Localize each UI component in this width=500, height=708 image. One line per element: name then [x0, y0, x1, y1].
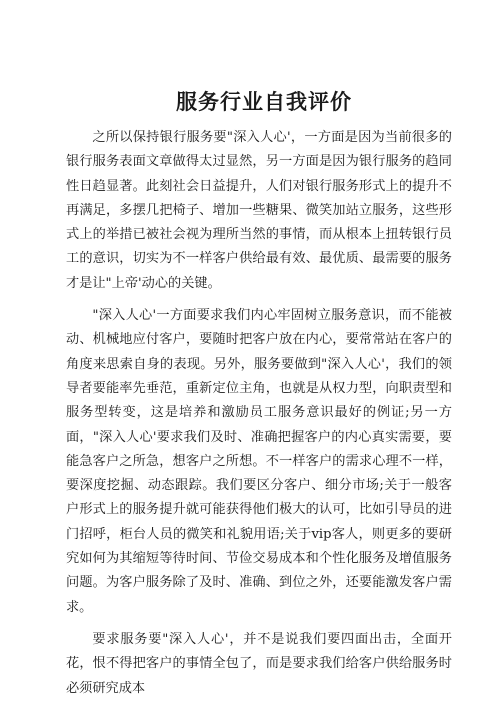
- paragraph-2: "深入人心'一方面要求我们内心牢固树立服务意识，而不能被动、机械地应付客户，要随时把客户放在内心，要常常站在客户的角度来思索自身的表现。另外，服务要做到"深入人心'，我们的领导者要能率先垂范，重新定位主角，也就是从权力型，向职责型和服务型转变，这是培养和激励员工服务意识最好的例证;另一方面，"深入人心'要求我们及时、准确把握客户的内心真实需要，要能急客户之所急，想客户之所想。不一样客户的需求心理不一样，要深度挖掘、动态跟踪。我们要区分客户、细分市场;关于一般客户形式上的服务提升就可能获得他们极大的认可，比如引导员的进门招呼，柜台人员的微笑和礼貌用语;关于vip客人，则更多的要研究如何为其缩短等待时间、节俭交易成本和个性化服务及增值服务问题。为客户服务除了及时、准确、到位之外，还要能激发客户需求。: [66, 308, 452, 615]
- paragraph-3: 要求服务要"深入人心'，并不是说我们要四面出击，全面开花，恨不得把客户的事情全包了，而是要求我们给客户供给服务时必须研究成本: [66, 631, 452, 696]
- paragraph-1: 之所以保持银行服务要"深入人心'，一方面是因为当前很多的银行服务表面文章做得太过显然，另一方面是因为银行服务的趋同性日趋显著。此刻社会日益提升，人们对银行服务形式上的提升不再满足，多摆几把椅子、增加一些糖果、微笑加站立服务，这些形式上的举措已被社会视为理所当然的事情，而从根本上扭转银行员工的意识，切实为不一样客户供给最有效、最优质、最需要的服务才是让"上帝'动心的关键。: [66, 130, 452, 291]
- document-title: 服务行业自我评价: [176, 89, 352, 114]
